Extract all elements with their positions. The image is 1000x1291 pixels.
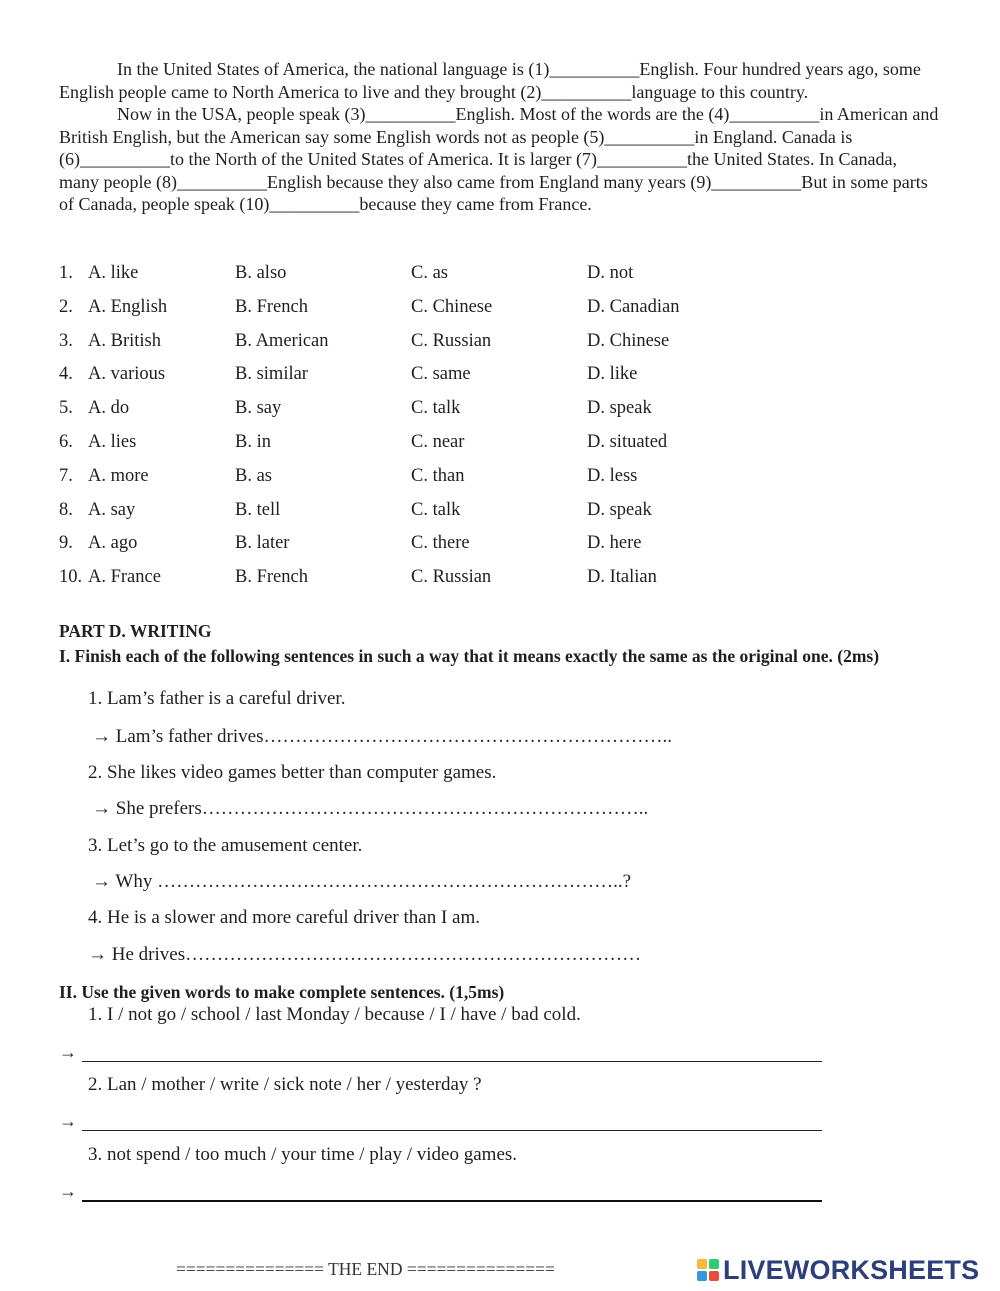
option-d[interactable]: D. here [587,533,642,554]
option-d[interactable]: D. Canadian [587,296,680,317]
option-b[interactable]: B. later [235,533,290,554]
arrow-icon: → [59,1181,77,1201]
the-end-footer: =============== THE END =============== [176,1259,555,1279]
option-a[interactable]: A. ago [88,533,138,554]
option-b[interactable]: B. in [235,431,271,452]
option-a[interactable]: A. like [88,263,139,283]
option-c[interactable]: C. near [411,431,465,452]
question-prompt: 2. She likes video games better than computer games. [88,762,497,783]
liveworksheets-logo[interactable] [697,1254,979,1286]
logo-square [697,1271,707,1281]
answer-line[interactable]: → She prefers…………………………………………………………….. [92,798,649,819]
answer-line[interactable]: → Lam’s father drives……………………………………………………….. [92,726,672,747]
liveworksheets-logo-icon [697,1259,719,1281]
option-b[interactable]: B. similar [235,364,308,385]
option-c[interactable]: C. Chinese [411,296,493,317]
logo-square [709,1259,719,1269]
passage-paragraph-1: In the United States of America, the national language is (1)__________English. Four hundred years ago, some English people came to North America to live and they brought (2)__________language to this country. [59,59,921,102]
logo-square [697,1259,707,1269]
answer-line[interactable] [82,1130,822,1131]
option-d[interactable]: D. speak [587,398,652,419]
option-d[interactable]: D. not [587,263,634,283]
option-b[interactable]: B. say [235,398,282,419]
option-a[interactable]: A. say [88,499,136,520]
reading-passage [59,58,939,216]
question-prompt: 3. not spend / too much / your time / play / video games. [88,1144,518,1165]
brand-name: LIVEWORKSHEETS [723,1254,980,1285]
option-c[interactable]: C. same [411,364,471,385]
option-d[interactable]: D. Italian [587,567,657,588]
answer-row [59,1111,829,1137]
option-b[interactable]: B. also [235,263,287,283]
option-b[interactable]: B. French [235,296,308,317]
question-prompt: 3. Let’s go to the amusement center. [88,835,363,856]
question-number: 1. [59,263,73,283]
passage-paragraph-2: Now in the USA, people speak (3)__________English. Most of the words are the (4)__________in American and British English, but the American say some English words not as people (5)__________in England. Canada is (6)__________to the North of the United States of America. It is larger (7)__________the United States. In Canada, many people (8)__________English because they also came from England many years (9)__________But in some parts of Canada, people speak (10)__________because they came from France. [59,104,939,214]
option-a[interactable]: A. various [88,364,166,385]
option-d[interactable]: D. less [587,465,638,486]
option-a[interactable]: A. more [88,465,149,486]
option-b[interactable]: B. American [235,330,329,351]
section-2-instructions: II. Use the given words to make complete sentences. (1,5ms) [59,982,505,1002]
question-prompt: 1. Lam’s father is a careful driver. [88,688,346,709]
answer-row [59,1042,829,1068]
answer-line[interactable]: → He drives……………………………………………………………… [88,944,642,965]
question-number: 8. [59,499,73,520]
question-number: 3. [59,330,73,351]
section-1-instructions: I. Finish each of the following sentences in such a way that it means exactly the same as the original one. (2ms) [59,646,880,666]
option-d[interactable]: D. like [587,364,638,385]
option-c[interactable]: C. talk [411,499,461,520]
option-a[interactable]: A. do [88,398,130,419]
option-a[interactable]: A. English [88,296,168,317]
option-c[interactable]: C. Russian [411,567,492,588]
question-number: 7. [59,465,73,486]
option-d[interactable]: D. Chinese [587,330,670,351]
option-a[interactable]: A. France [88,567,161,588]
logo-square [709,1271,719,1281]
arrow-icon: → [59,1111,77,1131]
option-b[interactable]: B. as [235,465,272,486]
question-number: 9. [59,533,73,554]
question-number: 10. [59,567,83,588]
answer-line[interactable]: → Why ………………………………………………………………..? [92,871,632,892]
option-c[interactable]: C. there [411,533,470,554]
answer-line[interactable] [82,1200,822,1202]
answer-row [59,1181,829,1207]
question-prompt: 4. He is a slower and more careful driver than I am. [88,907,480,928]
answer-line[interactable] [82,1061,822,1062]
option-c[interactable]: C. talk [411,398,461,419]
question-prompt: 2. Lan / mother / write / sick note / her / yesterday ? [88,1074,482,1095]
option-c[interactable]: C. than [411,465,465,486]
option-a[interactable]: A. British [88,330,161,351]
option-d[interactable]: D. situated [587,431,668,452]
option-c[interactable]: C. Russian [411,330,492,351]
question-number: 5. [59,398,73,419]
option-b[interactable]: B. French [235,567,308,588]
part-d-title: PART D. WRITING [59,621,212,641]
option-c[interactable]: C. as [411,263,448,283]
question-number: 6. [59,431,73,452]
question-number: 4. [59,364,73,385]
option-a[interactable]: A. lies [88,431,137,452]
option-b[interactable]: B. tell [235,499,281,520]
question-prompt: 1. I / not go / school / last Monday / because / I / have / bad cold. [88,1004,581,1025]
question-number: 2. [59,296,73,317]
option-d[interactable]: D. speak [587,499,652,520]
arrow-icon: → [59,1042,77,1062]
